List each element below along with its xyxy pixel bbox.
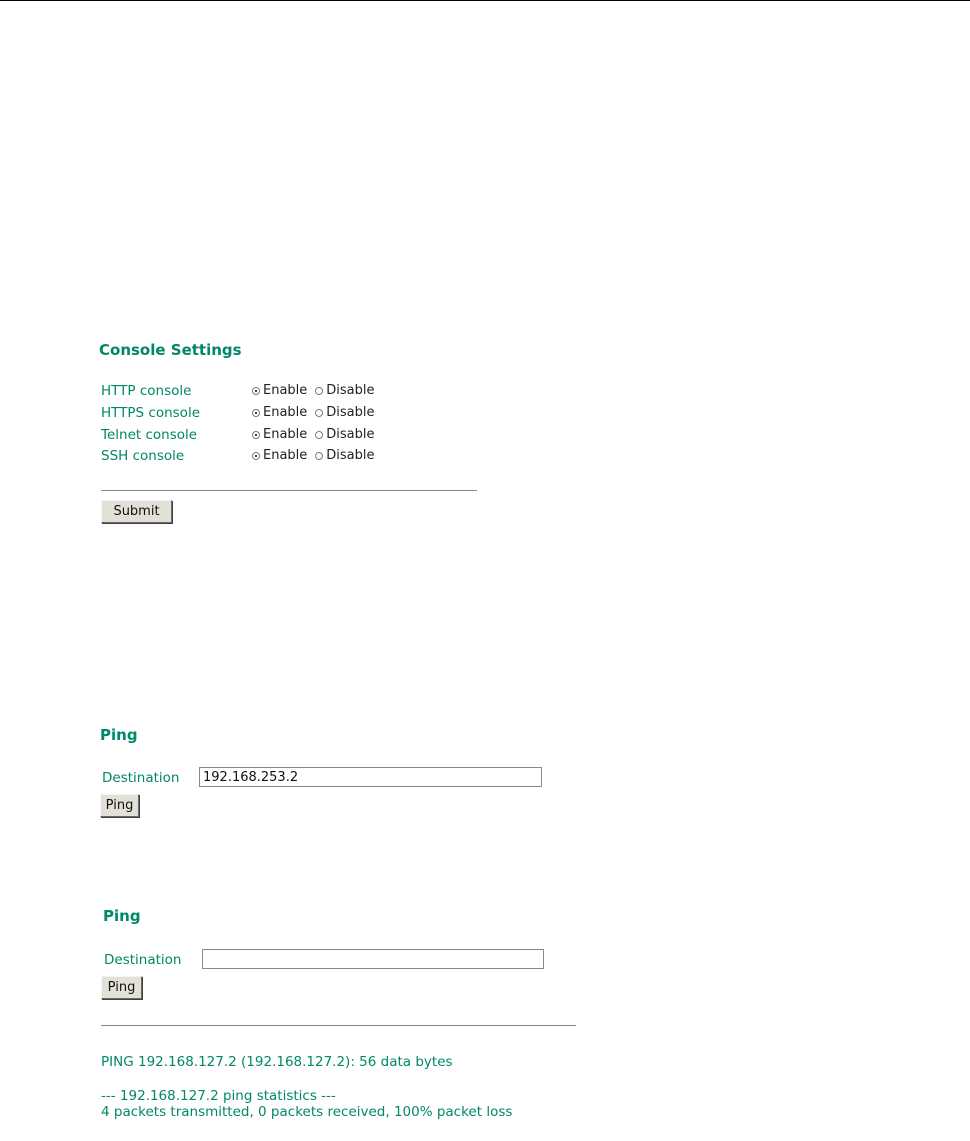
ping-title-2: Ping [103,907,141,925]
ping-result-divider [101,1025,576,1026]
https-console-label: HTTPS console [101,405,200,421]
telnet-disable-option[interactable]: Disable [315,427,374,442]
ping-button-2[interactable]: Ping [101,976,142,999]
http-console-radio-group [252,383,375,398]
radio-checked-icon[interactable] [252,452,260,460]
ssh-enable-option[interactable]: Enable [252,448,307,463]
ping-title-1: Ping [100,726,138,744]
telnet-console-label: Telnet console [101,427,198,443]
https-console-radio-group [252,405,375,420]
http-enable-option[interactable]: Enable [252,383,307,398]
ssh-console-label: SSH console [101,448,185,464]
https-disable-option[interactable]: Disable [315,405,374,420]
ping-button-1[interactable]: Ping [100,794,139,817]
radio-unchecked-icon[interactable] [315,409,323,417]
destination-input-1[interactable] [199,767,542,787]
radio-unchecked-icon[interactable] [315,431,323,439]
ping-output-header: PING 192.168.127.2 (192.168.127.2): 56 data bytes [101,1054,453,1070]
http-disable-option[interactable]: Disable [315,383,374,398]
ping-statistics-title: --- 192.168.127.2 ping statistics --- [101,1088,336,1104]
ping-statistics-result: 4 packets transmitted, 0 packets received, 100% packet loss [101,1104,513,1120]
destination-input-2[interactable] [202,949,544,969]
http-console-label: HTTP console [101,383,192,399]
ssh-console-radio-group [252,448,375,463]
radio-unchecked-icon[interactable] [315,452,323,460]
telnet-enable-option[interactable]: Enable [252,427,307,442]
radio-unchecked-icon[interactable] [315,387,323,395]
destination-label-2: Destination [104,952,182,968]
https-enable-option[interactable]: Enable [252,405,307,420]
top-border [0,0,970,1]
console-settings-title: Console Settings [99,341,242,359]
console-settings-divider [101,490,477,491]
telnet-console-radio-group [252,427,375,442]
ssh-disable-option[interactable]: Disable [315,448,374,463]
radio-checked-icon[interactable] [252,431,260,439]
destination-label-1: Destination [102,770,180,786]
submit-button[interactable]: Submit [101,500,172,523]
radio-checked-icon[interactable] [252,409,260,417]
radio-checked-icon[interactable] [252,387,260,395]
